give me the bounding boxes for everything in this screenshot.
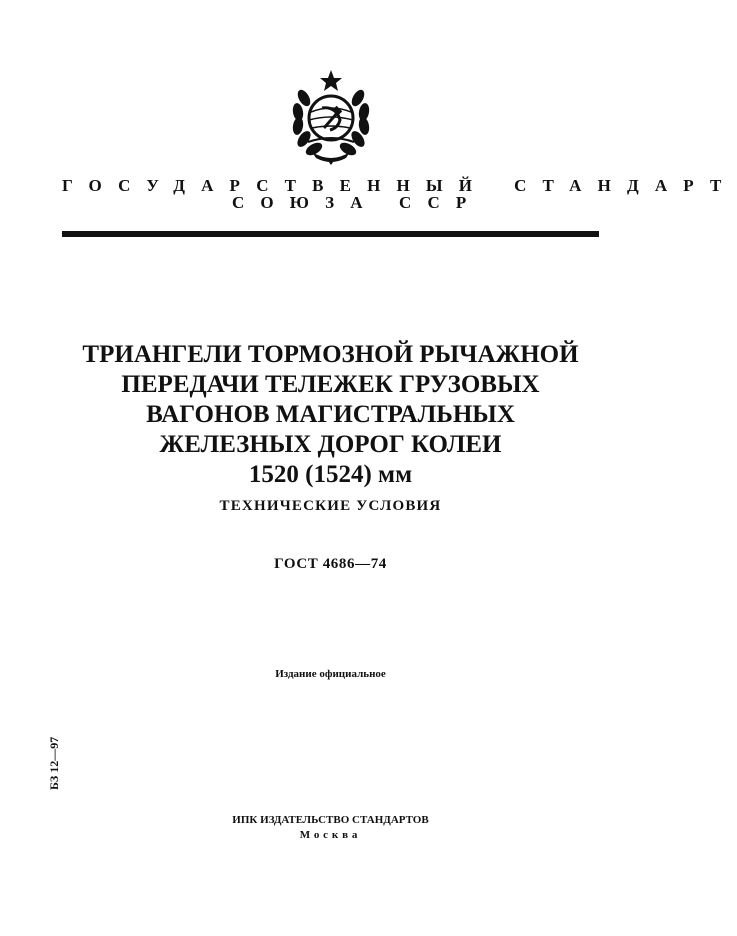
header-state-word: ГОСУДАРСТВЕННЫЙ	[62, 176, 489, 195]
title-line: ТРИАНГЕЛИ ТОРМОЗНОЙ РЫЧАЖНОЙ	[82, 341, 579, 368]
title-line: 1520 (1524) мм	[248, 461, 413, 488]
edition-label: Издание официальное	[275, 668, 386, 680]
title-line: ПЕРЕДАЧИ ТЕЛЕЖЕК ГРУЗОВЫХ	[121, 371, 540, 398]
document-subtitle: ТЕХНИЧЕСКИЕ УСЛОВИЯ	[219, 498, 442, 514]
title-line: ВАГОНОВ МАГИСТРАЛЬНЫХ	[146, 401, 515, 428]
standard-number: ГОСТ 4686—74	[274, 556, 387, 572]
publisher-city: Москва	[299, 829, 362, 841]
title-line: ЖЕЛЕЗНЫХ ДОРОГ КОЛЕИ	[159, 431, 502, 458]
header-divider	[62, 231, 599, 237]
ussr-coat-of-arms-icon	[286, 68, 376, 166]
publisher-name: ИПК ИЗДАТЕЛЬСТВО СТАНДАРТОВ	[232, 814, 429, 826]
header-ussr: СОЮЗА ССР	[232, 193, 483, 212]
side-code: БЗ 12—97	[47, 736, 61, 790]
document-title	[40, 340, 621, 490]
header-standard-word: СТАНДАРТ	[514, 176, 737, 195]
